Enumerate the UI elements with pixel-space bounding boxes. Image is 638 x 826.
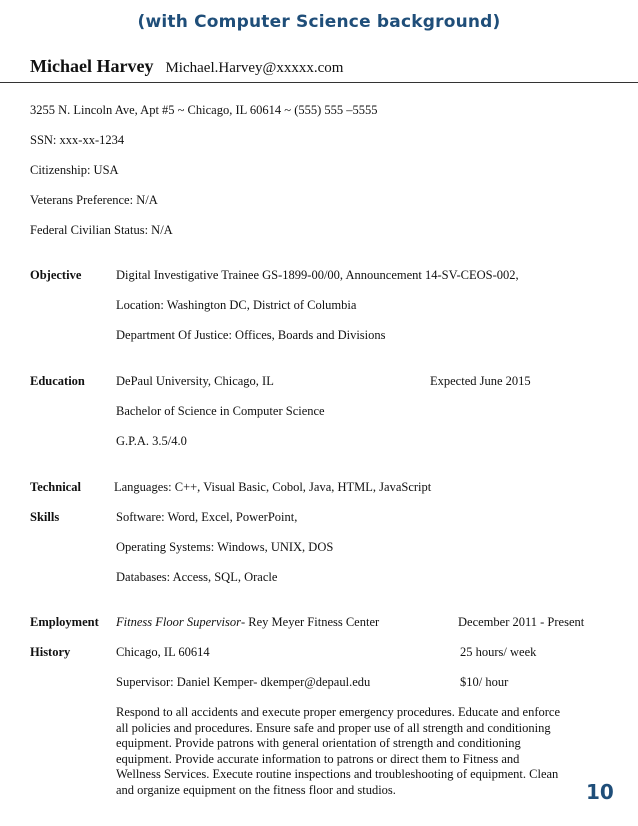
education-label: Education xyxy=(30,374,85,388)
employment-history-label: History xyxy=(30,645,71,659)
employment-location: Chicago, IL 60614 xyxy=(116,645,210,659)
employment-hours: 25 hours/ week xyxy=(460,645,537,659)
employment-label: Employment xyxy=(30,615,99,629)
skills-line: Languages: C++, Visual Basic, Cobol, Java, HTML, JavaScript xyxy=(114,480,432,494)
candidate-email: Michael.Harvey@xxxxx.com xyxy=(165,60,344,76)
contact-citizenship: Citizenship: USA xyxy=(30,163,119,177)
skills-label-skills: Skills xyxy=(30,510,60,524)
skills-line: Databases: Access, SQL, Oracle xyxy=(116,570,278,584)
employment-dates: December 2011 - Present xyxy=(458,615,585,629)
skills-line: Operating Systems: Windows, UNIX, DOS xyxy=(116,540,334,554)
candidate-name: Michael Harvey xyxy=(30,56,154,76)
objective-line: Digital Investigative Trainee GS-1899-00/00, Announcement 14-SV-CEOS-002, xyxy=(116,268,519,282)
page-banner: (with Computer Science background) xyxy=(137,12,501,32)
employment-pay: $10/ hour xyxy=(460,675,509,689)
employment-supervisor: Supervisor: Daniel Kemper- dkemper@depaul.edu xyxy=(116,675,371,689)
employment-position xyxy=(116,615,379,630)
employment-employer: - Rey Meyer Fitness Center xyxy=(241,615,380,629)
education-degree: Bachelor of Science in Computer Science xyxy=(116,404,325,418)
objective-label: Objective xyxy=(30,268,82,282)
objective-line: Location: Washington DC, District of Columbia xyxy=(116,298,357,312)
education-school: DePaul University, Chicago, IL xyxy=(116,374,274,388)
employment-title: Fitness Floor Supervisor xyxy=(116,615,241,629)
education-date: Expected June 2015 xyxy=(430,374,531,388)
contact-veterans: Veterans Preference: N/A xyxy=(30,193,158,207)
employment-description: Respond to all accidents and execute proper emergency procedures. Educate and enforce all policies and procedures. Ensure safe and proper use of all strength and conditioning equipment. Provide patrons with general orientation of strength and conditioning equipment. Provide accurate information to patrons or direct them to Fitness and Wellness Services. Execute routine inspections and troubleshooting of equipment. Clean and organize equipment on the fitness floor and studios. xyxy=(116,705,561,797)
skills-line: Software: Word, Excel, PowerPoint, xyxy=(116,510,298,524)
header-divider xyxy=(0,82,638,83)
page-number: 10 xyxy=(586,780,614,804)
skills-label-technical: Technical xyxy=(30,480,81,494)
contact-ssn: SSN: xxx-xx-1234 xyxy=(30,133,125,147)
contact-federal-status: Federal Civilian Status: N/A xyxy=(30,223,173,237)
education-gpa: G.P.A. 3.5/4.0 xyxy=(116,434,187,448)
objective-line: Department Of Justice: Offices, Boards and Divisions xyxy=(116,328,386,342)
resume-header xyxy=(30,56,343,77)
contact-address: 3255 N. Lincoln Ave, Apt #5 ~ Chicago, IL 60614 ~ (555) 555 –5555 xyxy=(30,103,378,117)
